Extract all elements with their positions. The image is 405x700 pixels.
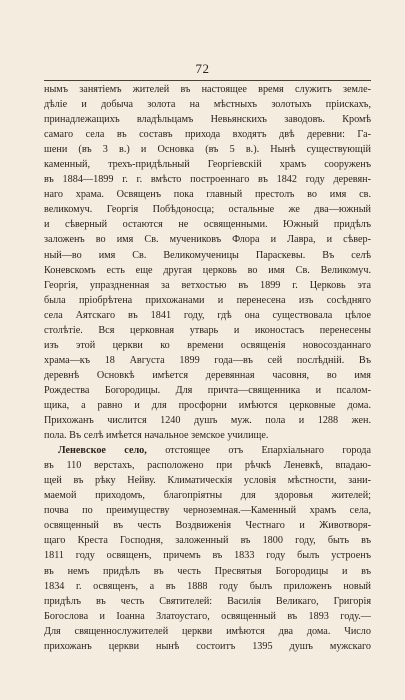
text-line (44, 187, 371, 202)
line-text: щаго Креста Господня, заложенный въ 1800 году, быть въ (44, 535, 371, 547)
text-line (44, 503, 371, 518)
text-line (44, 323, 371, 338)
text-line (44, 579, 371, 594)
line-text: въ немъ придѣлъ въ честь Пресвятыя Богородицы и въ (44, 565, 371, 577)
text-line (44, 82, 371, 97)
text-line (44, 398, 371, 413)
text-line (44, 488, 371, 503)
line-text: Коневскомъ есть еще другая церковь во имя Св. Великомуч. (44, 264, 371, 276)
text-line (44, 548, 371, 563)
line-text: маемой приходомъ, благопріятны для здоровья жителей; (44, 490, 371, 502)
text-line (44, 609, 371, 624)
text-line (44, 413, 371, 428)
text-line (44, 232, 371, 247)
line-text: шени (въ 3 в.) и Основка (въ 5 в.). Нынѣ существующій (44, 144, 371, 156)
line-text: великомуч. Георгія Побѣдоносца; остальные же два—южный (44, 204, 371, 216)
line-text: освященный въ честь Воздвиженія Честнаго и Животворя- (44, 520, 371, 532)
line-text: каменный, трехъ-придѣльный Георгіевскій храмъ сооруженъ (44, 159, 371, 171)
line-text: 1834 г. освященъ, а въ 1888 году былъ приложенъ новый (44, 580, 371, 592)
line-text: въ 110 верстахъ, расположено при рѣчкѣ Леневкѣ, впадаю- (44, 460, 371, 472)
text-line (44, 97, 371, 112)
text-line (44, 624, 371, 639)
line-text: была пріобрѣтена прихожанами и перенесена изъ сосѣдняго (44, 294, 371, 306)
text-line (44, 383, 371, 398)
line-text: принадлежащихъ владѣльцамъ Невьянскихъ заводовъ. Кромѣ (44, 114, 371, 126)
text-line (44, 564, 371, 579)
text-line (44, 443, 371, 458)
text-line (44, 594, 371, 609)
line-text: 1811 году освященъ, причемъ въ 1833 году былъ устроенъ (44, 550, 371, 562)
line-text: отстоящее отъ Епархіальнаго города (146, 445, 371, 457)
line-text: села Аятскаго въ 1841 году, гдѣ она существовала цѣлое (44, 309, 371, 321)
text-line (44, 202, 371, 217)
text-line (44, 353, 371, 368)
line-text: наго храма. Освященъ пока главный престолъ во имя св. (44, 189, 371, 201)
text-line (44, 533, 371, 548)
line-text: заложенъ во имя Св. мучениковъ Флора и Лавра, и сѣвер- (44, 234, 371, 246)
line-text: Богослова и Іоанна Златоустаго, освященный въ 1893 году.— (44, 610, 371, 622)
body-text (44, 82, 371, 654)
line-text: изъ этой церкви ко времени освященія новосозданнаго (44, 339, 371, 351)
text-line (44, 518, 371, 533)
line-text: Рождества Богородицы. Для причта—священника и псалом- (44, 384, 371, 396)
text-line (44, 142, 371, 157)
header-rule (44, 80, 371, 81)
line-text: храма—къ 18 Августа 1899 года—въ сей послѣдній. Въ (44, 354, 371, 366)
line-text: ный—во имя Св. Великомученицы Параскевы. Въ селѣ (44, 249, 371, 261)
line-text: въ 1884—1899 г. г. вмѣсто построеннаго въ 1842 году деревян- (44, 174, 371, 186)
text-line (44, 473, 371, 488)
text-line (44, 293, 371, 308)
line-text: самаго села въ составъ прихода входятъ двѣ деревни: Га- (44, 129, 371, 141)
line-text: Для священнослужителей церкви имѣются два дома. Число (44, 625, 371, 637)
line-text: пола. Въ селѣ имѣется начальное земское училище. (44, 430, 269, 442)
line-text: почва по преимуществу черноземная.—Каменный храмъ села, (44, 505, 371, 517)
text-line (44, 278, 371, 293)
section-heading-term: Леневское село, (58, 445, 147, 457)
text-line (44, 248, 371, 263)
text-line (44, 263, 371, 278)
line-text: щей въ рѣку Нейву. Климатическія условія мѣстности, зани- (44, 475, 371, 487)
text-line (44, 639, 371, 654)
text-line (44, 157, 371, 172)
text-line (44, 217, 371, 232)
text-line (44, 428, 371, 443)
text-line (44, 338, 371, 353)
line-text: и сѣверный остаются не освященными. Южный придѣлъ (44, 219, 371, 231)
text-line (44, 127, 371, 142)
line-text: щика, а равно и для просфорни имѣются церковные дома. (44, 399, 371, 411)
line-text: Прихожанъ числится 1240 душъ муж. пола и 1288 жен. (44, 415, 371, 427)
text-line (44, 458, 371, 473)
line-text: дѣліе и добыча золота на мѣстныхъ золотыхъ пріискахъ, (44, 99, 371, 111)
line-text: прихожанъ церкви нынѣ состоитъ 1395 душъ мужскаго (44, 640, 371, 652)
text-line (44, 112, 371, 127)
text-line (44, 172, 371, 187)
page-number: 72 (195, 61, 210, 76)
line-text: придѣлъ въ честь Святителей: Василія Великаго, Григорія (44, 595, 371, 607)
line-text: Георгія, упраздненная за ветхостью въ 1899 г. Церковь эта (44, 279, 371, 291)
line-text: деревнѣ Основкѣ имѣется деревянная часовня, во имя (44, 369, 371, 381)
text-line (44, 368, 371, 383)
text-line (44, 308, 371, 323)
line-text: столѣтіе. Вся церковная утварь и иконостасъ перенесены (44, 324, 371, 336)
line-text: нымъ занятіемъ жителей въ настоящее время служитъ земле- (44, 84, 371, 95)
